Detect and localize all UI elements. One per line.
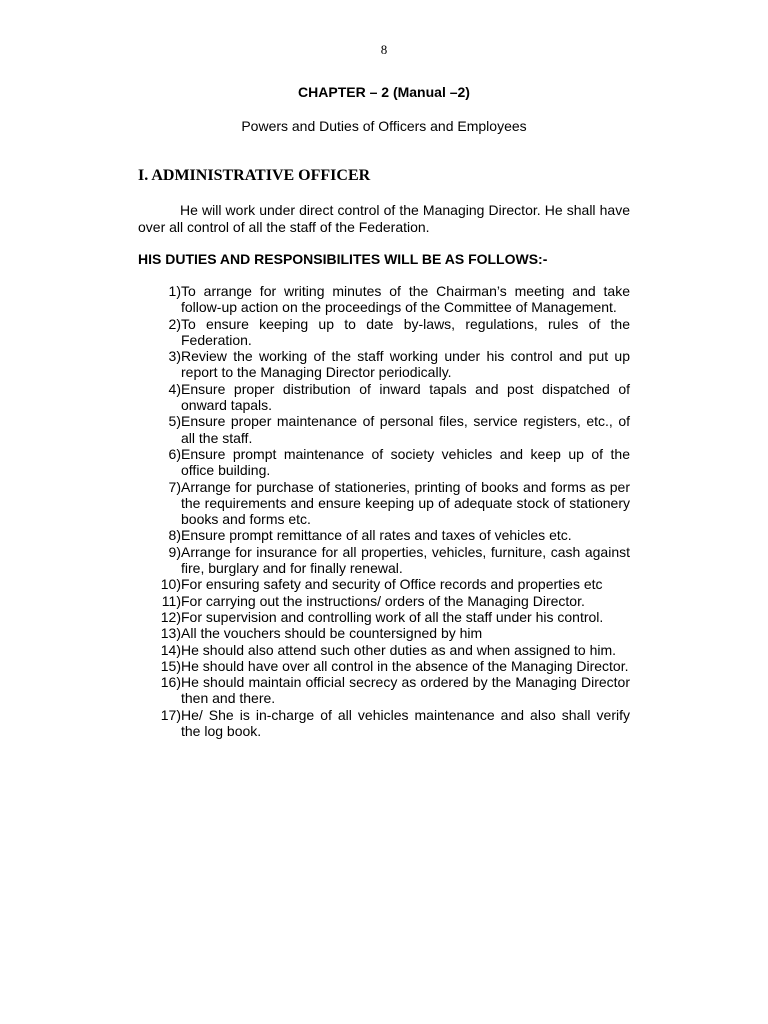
list-item-number: 1) [168, 283, 181, 299]
list-item-number: 8) [168, 527, 181, 544]
list-item-number: 14) [160, 641, 181, 658]
list-item-text: Ensure prompt remittance of all rates and taxes of vehicles etc. [181, 527, 572, 544]
list-item [138, 544, 630, 577]
list-item [138, 625, 630, 641]
page-number: 8 [380, 42, 388, 57]
list-item [138, 413, 630, 446]
list-item-number: 10) [160, 576, 181, 593]
list-item [138, 658, 630, 674]
list-item-text: To arrange for writing minutes of the Chairman’s meeting and take follow-up action on the proceedings of the Committee of Management. [181, 283, 630, 316]
list-item-number: 6) [168, 445, 181, 462]
list-item-number: 2) [168, 315, 181, 332]
list-item [138, 381, 630, 414]
list-item-text: Arrange for purchase of stationeries, printing of books and forms as per the requirements and ensure keeping up of adequate stock of stationery books and forms etc. [181, 478, 630, 528]
list-item [138, 283, 630, 316]
intro-paragraph: He will work under direct control of the Managing Director. He shall have over all control of all the staff of the Federation. [138, 202, 630, 235]
duties-list [138, 283, 630, 739]
list-item-text: For ensuring safety and security of Office records and properties etc [181, 576, 603, 593]
duties-heading: HIS DUTIES AND RESPONSIBILITES WILL BE AS FOLLOWS:- [138, 251, 548, 267]
list-item [138, 642, 630, 658]
list-item-number: 11) [161, 592, 181, 609]
list-item-text: Ensure prompt maintenance of society vehicles and keep up of the office building. [181, 445, 630, 479]
list-item-text: Review the working of the staff working under his control and put up report to the Managing Director periodically. [181, 348, 630, 381]
list-item [138, 527, 630, 543]
list-item-text: He/ She is in-charge of all vehicles maintenance and also shall verify the log book. [181, 706, 630, 740]
list-item-text: He should also attend such other duties as and when assigned to him. [181, 641, 617, 658]
list-item [138, 576, 630, 592]
list-item-text: For carrying out the instructions/ orders of the Managing Director. [181, 592, 585, 609]
list-item-text: To ensure keeping up to date by-laws, regulations, rules of the Federation. [181, 315, 630, 348]
list-item-text: Ensure proper maintenance of personal files, service registers, etc., of all the staff. [181, 413, 630, 446]
list-item-text: Ensure proper distribution of inward tapals and post dispatched of onward tapals. [181, 380, 630, 414]
list-item [138, 609, 630, 625]
list-item-number: 17) [160, 706, 181, 723]
list-item-number: 13) [160, 625, 181, 642]
list-item-text: He should maintain official secrecy as ordered by the Managing Director then and there. [181, 674, 630, 707]
list-item-text: For supervision and controlling work of all the staff under his control. [181, 608, 604, 625]
list-item [138, 446, 630, 479]
section-heading: I. ADMINISTRATIVE OFFICER [138, 167, 371, 184]
list-item-number: 16) [160, 674, 181, 691]
list-item [138, 674, 630, 707]
list-item-text: All the vouchers should be countersigned by him [181, 625, 483, 642]
chapter-title: CHAPTER – 2 (Manual –2) [298, 84, 470, 100]
list-item-number: 3) [168, 348, 181, 365]
list-item-number: 12) [160, 608, 181, 625]
list-item [138, 593, 630, 609]
chapter-subtitle: Powers and Duties of Officers and Employees [241, 118, 527, 134]
list-item-number: 4) [168, 380, 181, 397]
list-item [138, 479, 630, 528]
list-item-number: 9) [168, 543, 181, 560]
list-item [138, 316, 630, 349]
list-item-text: He should have over all control in the absence of the Managing Director. [181, 657, 629, 674]
list-item [138, 348, 630, 381]
list-item [138, 707, 630, 740]
list-item-number: 15) [160, 657, 181, 674]
list-item-text: Arrange for insurance for all properties, vehicles, furniture, cash against fire, burglary and for finally renewal. [181, 543, 630, 577]
list-item-number: 7) [168, 478, 181, 495]
list-item-number: 5) [168, 413, 181, 430]
